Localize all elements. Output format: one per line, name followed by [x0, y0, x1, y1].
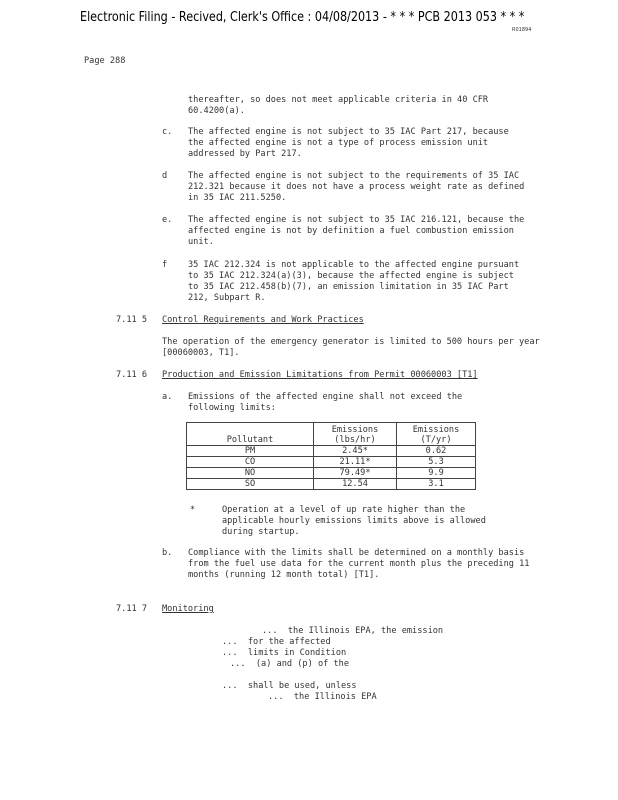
- section-7-11-5-title: Control Requirements and Work Practices: [162, 315, 364, 325]
- tail-line-6: ... the Illinois EPA: [268, 692, 377, 702]
- item-d-marker: d: [162, 171, 168, 181]
- table-row: [187, 457, 476, 468]
- section-7-11-6-title: Production and Emission Limitations from Permit 00060003 [T1]: [162, 370, 478, 380]
- tail-line-1: ... the Illinois EPA, the emission: [262, 626, 444, 636]
- table-row: [187, 468, 476, 479]
- table-header-row: [187, 423, 476, 446]
- lbs-hr-cell: 12.54: [314, 479, 397, 490]
- section-7-11-5-number: 7.11 5: [116, 315, 148, 325]
- continuation-line-2: 60.4200(a).: [188, 106, 245, 116]
- lbs-hr-cell: 79.49*: [314, 468, 397, 479]
- item-a-text: Emissions of the affected engine shall not exceed the following limits:: [188, 392, 463, 413]
- pollutant-cell: SO: [187, 479, 314, 490]
- section-7-11-5-text: The operation of the emergency generator is limited to 500 hours per year [00060003, T1].: [162, 337, 540, 358]
- lbs-hr-cell: 21.11*: [314, 457, 397, 468]
- filing-header: Electronic Filing - Recived, Clerk's Office : 04/08/2013 - * * * PCB 2013 053 * * *: [80, 10, 525, 25]
- tail-line-4: ... (a) and (p) of the: [230, 659, 349, 669]
- section-7-11-7-title: Monitoring: [162, 604, 214, 614]
- header-t-yr: Emissions (T/yr): [397, 423, 476, 446]
- header-pollutant: Pollutant: [187, 423, 314, 446]
- document-stamp: R01894: [512, 27, 532, 33]
- pollutant-cell: NO: [187, 468, 314, 479]
- tail-line-2: ... for the affected: [222, 637, 331, 647]
- lbs-hr-cell: 2.45*: [314, 446, 397, 457]
- page-number: Page 288: [84, 56, 126, 66]
- header-lbs-hr: Emissions (lbs/hr): [314, 423, 397, 446]
- pollutant-cell: CO: [187, 457, 314, 468]
- t-yr-cell: 3.1: [397, 479, 476, 490]
- footnote-marker: *: [190, 505, 196, 515]
- item-e-text: The affected engine is not subject to 35 IAC 216.121, because the affected engine is not by definition a fuel combustion emission unit.: [188, 215, 525, 247]
- pollutant-cell: PM: [187, 446, 314, 457]
- section-7-11-6-number: 7.11 6: [116, 370, 148, 380]
- t-yr-cell: 5.3: [397, 457, 476, 468]
- tail-line-3: ... limits in Condition: [222, 648, 347, 658]
- tail-line-5: ... shall be used, unless: [222, 681, 357, 691]
- t-yr-cell: 0.62: [397, 446, 476, 457]
- t-yr-cell: 9.9: [397, 468, 476, 479]
- item-b-marker: b.: [162, 548, 173, 558]
- item-b-text: Compliance with the limits shall be determined on a monthly basis from the fuel use data for the current month plus the preceding 11 months (running 12 month total) [T1].: [188, 548, 530, 580]
- item-d-text: The affected engine is not subject to the requirements of 35 IAC 212.321 because it does not have a process weight rate as defined in 35 IAC 211.5250.: [188, 171, 525, 203]
- item-a-marker: a.: [162, 392, 173, 402]
- table-row: [187, 479, 476, 490]
- item-c-marker: c.: [162, 127, 173, 137]
- item-e-marker: e.: [162, 215, 173, 225]
- emission-limits-table: [186, 422, 476, 490]
- item-c-text: The affected engine is not subject to 35 IAC Part 217, because the affected engine is not a type of process emission unit addressed by Part 217.: [188, 127, 509, 159]
- section-7-11-7-number: 7.11 7: [116, 604, 148, 614]
- continuation-line-1: thereafter, so does not meet applicable criteria in 40 CFR: [188, 95, 489, 105]
- item-f-marker: f: [162, 260, 168, 270]
- footnote-text: Operation at a level of up rate higher than the applicable hourly emissions limits above is allowed during startup.: [222, 505, 486, 537]
- item-f-text: 35 IAC 212.324 is not applicable to the affected engine pursuant to 35 IAC 212.324(a)(3), because the affected engine is subject to 35 IAC 212.458(b)(7), an emission limitation in 35 IAC Part 212, Subpart R.: [188, 260, 520, 303]
- table-row: [187, 446, 476, 457]
